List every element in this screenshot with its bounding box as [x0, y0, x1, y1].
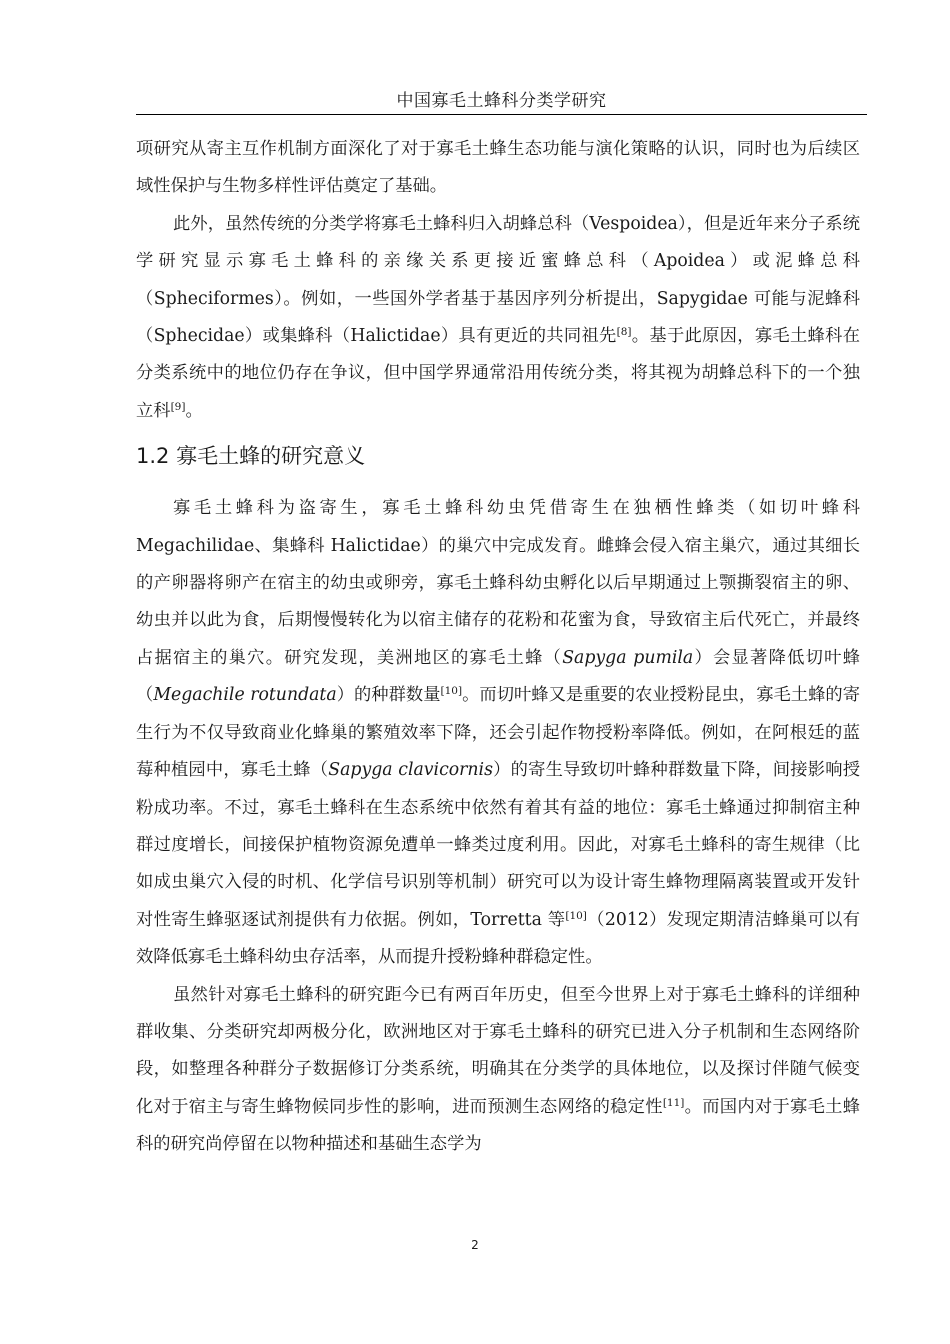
paragraph-text: 。 [185, 400, 203, 421]
section-heading: 1.2 寡毛土蜂的研究意义 [136, 444, 366, 469]
paragraph-text: 项研究从寄主互作机制方面深化了对于寡毛土蜂生态功能与演化策略的认识，同时也为后续区域性保护与生物多样性评估奠定了基础。 [136, 139, 860, 197]
paragraph-text: 寡毛土蜂科为盗寄生，寡毛土蜂科幼虫凭借寄生在独栖性蜂类（如切叶蜂科 Megachilidae、集蜂科 Halictidae）的巢穴中完成发育。雌蜂会侵入宿主巢穴，通过其细长的产卵器将卵产在宿主的幼虫或卵旁，寡毛土蜂科幼虫孵化以后早期通过上颚撕裂宿主的卵、幼虫并以此为食，后期慢慢转化为以宿主储存的花粉和花蜜为食，导致宿主后代死亡，并最终占据宿主的巢穴。研究发现，美洲地区的寡毛土蜂（ [136, 498, 860, 668]
paragraph-text: 。而国内对于寡毛土蜂科的研究尚停留在以物种描述和基础生态学为 [136, 1096, 860, 1155]
species-name: Megachile rotundata [153, 685, 337, 706]
paragraph-significance [136, 490, 860, 976]
citation-ref: [10] [565, 909, 587, 922]
paragraph-text: ）的种群数量 [336, 685, 441, 706]
paragraph-text: 此外，虽然传统的分类学将寡毛土蜂科归入胡蜂总科（Vespoidea），但是近年来分子系统学研究显示寡毛土蜂科的亲缘关系更接近蜜蜂总科（Apoidea）或泥蜂总科（Spheciformes）。例如，一些国外学者基于基因序列分析提出，Sapygidae 可能与泥蜂科（Sphecidae）或集蜂科（Halictidae）具有更近的共同祖先 [136, 213, 860, 347]
paragraph-research-status [136, 977, 860, 1164]
citation-ref: [10] [440, 685, 463, 698]
paragraph-continuation [136, 131, 860, 206]
paragraph-text: 。基于此原因，寡毛土蜂科在分类系统中的地位仍存在争议，但中国学界通常沿用传统分类，将其视为胡蜂总科下的一个独立科 [136, 326, 860, 421]
paragraph-text: ）会显著降低切叶蜂（ [136, 647, 860, 706]
citation-ref: [11] [662, 1096, 685, 1109]
paragraph-text: 。而切叶蜂又是重要的农业授粉昆虫，寡毛土蜂的寄生行为不仅导致商业化蜂巢的繁殖效率下降，还会引起作物授粉率降低。例如，在阿根廷的蓝莓种植园中，寡毛土蜂（ [136, 685, 860, 781]
paragraph-taxonomy [136, 206, 860, 430]
paragraph-text: （2012）发现定期清洁蜂巢可以有效降低寡毛土蜂科幼虫存活率，从而提升授粉蜂种群稳定性。 [136, 909, 860, 968]
species-name: Sapyga clavicornis [328, 760, 493, 781]
body-text [136, 131, 860, 1164]
paragraph-text: 虽然针对寡毛土蜂科的研究距今已有两百年历史，但至今世界上对于寡毛土蜂科的详细种群收集、分类研究却两极分化，欧洲地区对于寡毛土蜂科的研究已进入分子机制和生态网络阶段，如整理各种群分子数据修订分类系统，明确其在分类学的具体地位，以及探讨伴随气候变化对于宿主与寄生蜂物候同步性的影响，进而预测生态网络的稳定性 [136, 984, 860, 1117]
header-rule [136, 114, 867, 115]
page-number: 2 [471, 1238, 479, 1252]
citation-ref: [8] [616, 326, 632, 339]
running-header: 中国寡毛土蜂科分类学研究 [396, 91, 607, 111]
paragraph-text: ）的寄生导致切叶蜂种群数量下降，间接影响授粉成功率。不过，寡毛土蜂科在生态系统中依然有着其有益的地位：寡毛土蜂通过抑制宿主种群过度增长，间接保护植物资源免遭单一蜂类过度利用。因此，对寡毛土蜂科的寄生规律（比如成虫巢穴入侵的时机、化学信号识别等机制）研究可以为设计寄生蜂物理隔离装置或开发针对性寄生蜂驱逐试剂提供有力依据。例如，Torretta 等 [136, 760, 860, 930]
citation-ref: [9] [170, 400, 186, 413]
species-name: Sapyga pumila [562, 647, 694, 668]
